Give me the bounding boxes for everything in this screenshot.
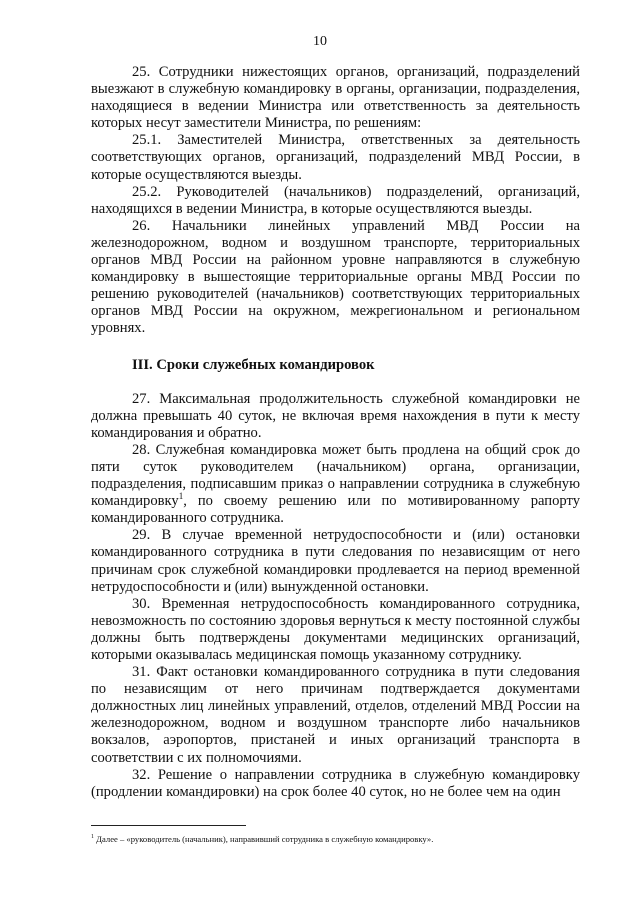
paragraph-28 <box>91 442 580 527</box>
footnote-divider <box>91 825 246 826</box>
page-number: 10 <box>313 34 327 49</box>
paragraph-30: 30. Временная нетрудоспособность командированного сотрудника, невозможность по состоянию здоровья вернуться к месту постоянной службы должны быть подтверждены документами медицинских организаций, которыми оказывалась медицинская помощь указанному сотруднику. <box>91 595 580 663</box>
footnote-text: Далее – «руководитель (начальник), направивший сотрудника в служебную командировку». <box>94 834 434 844</box>
paragraph-32: 32. Решение о направлении сотрудника в служебную командировку (продлении командировки) на срок более 40 суток, но не более чем на один <box>91 766 580 800</box>
paragraph-25-2: 25.2. Руководителей (начальников) подразделений, организаций, находящихся в ведении Министра, в которые осуществляются выезды. <box>91 183 580 217</box>
paragraph-31: 31. Факт остановки командированного сотрудника в пути следования по независящим от него причинам подтверждается документами должностных лиц линейных управлений, отделов, отделений МВД России на железнодорожном, водном и воздушном транспорте либо начальников вокзалов, аэропортов, пристаней и иных организаций транспорта в соответствии с их полномочиями. <box>91 664 580 766</box>
paragraph-27: 27. Максимальная продолжительность служебной командировки не должна превышать 40 суток, не включая время нахождения в пути к месту командирования и обратно. <box>91 390 580 441</box>
footnote-reference: 1 <box>178 491 184 502</box>
body-text <box>91 64 580 801</box>
paragraph-29: 29. В случае временной нетрудоспособности и (или) остановки командированного сотрудника в пути следования по независящим от него причинам срок служебной командировки продлевается на период временной нетрудоспособности и (или) вынужденной остановки. <box>91 527 580 595</box>
paragraph-28-text-a: 28. Служебная командировка может быть продлена на общий срок до пяти суток руководителем (начальником) органа, организации, подразделения, подписавшим приказ о направлении сотрудника в служебную командировку <box>91 441 580 510</box>
paragraph-28-text-b: , по своему решению или по мотивированному рапорту командированного сотрудника. <box>91 493 580 527</box>
paragraph-25-1: 25.1. Заместителей Министра, ответственных за деятельность соответствующих органов, организаций, подразделений МВД России, в которые осуществляются выезды. <box>91 132 580 183</box>
section-heading: III. Сроки служебных командировок <box>132 356 375 373</box>
paragraph-26: 26. Начальники линейных управлений МВД России на железнодорожном, водном и воздушном транспорте, территориальных органов МВД России на районном уровне направляются в служебную командировку в вышестоящие территориальные органы МВД России по решению руководителей (начальников) соответствующих территориальных органов МВД России на окружном, межрегиональном и региональном уровнях. <box>91 217 580 337</box>
paragraph-25: 25. Сотрудники нижестоящих органов, организаций, подразделений выезжают в служебную командировку в органы, организации, подразделения, находящиеся в ведении Министра или ответственность за деятельность которых несут заместители Министра, по решениям: <box>91 64 580 132</box>
footnote-marker: 1 <box>91 834 94 841</box>
footnote <box>91 834 580 845</box>
